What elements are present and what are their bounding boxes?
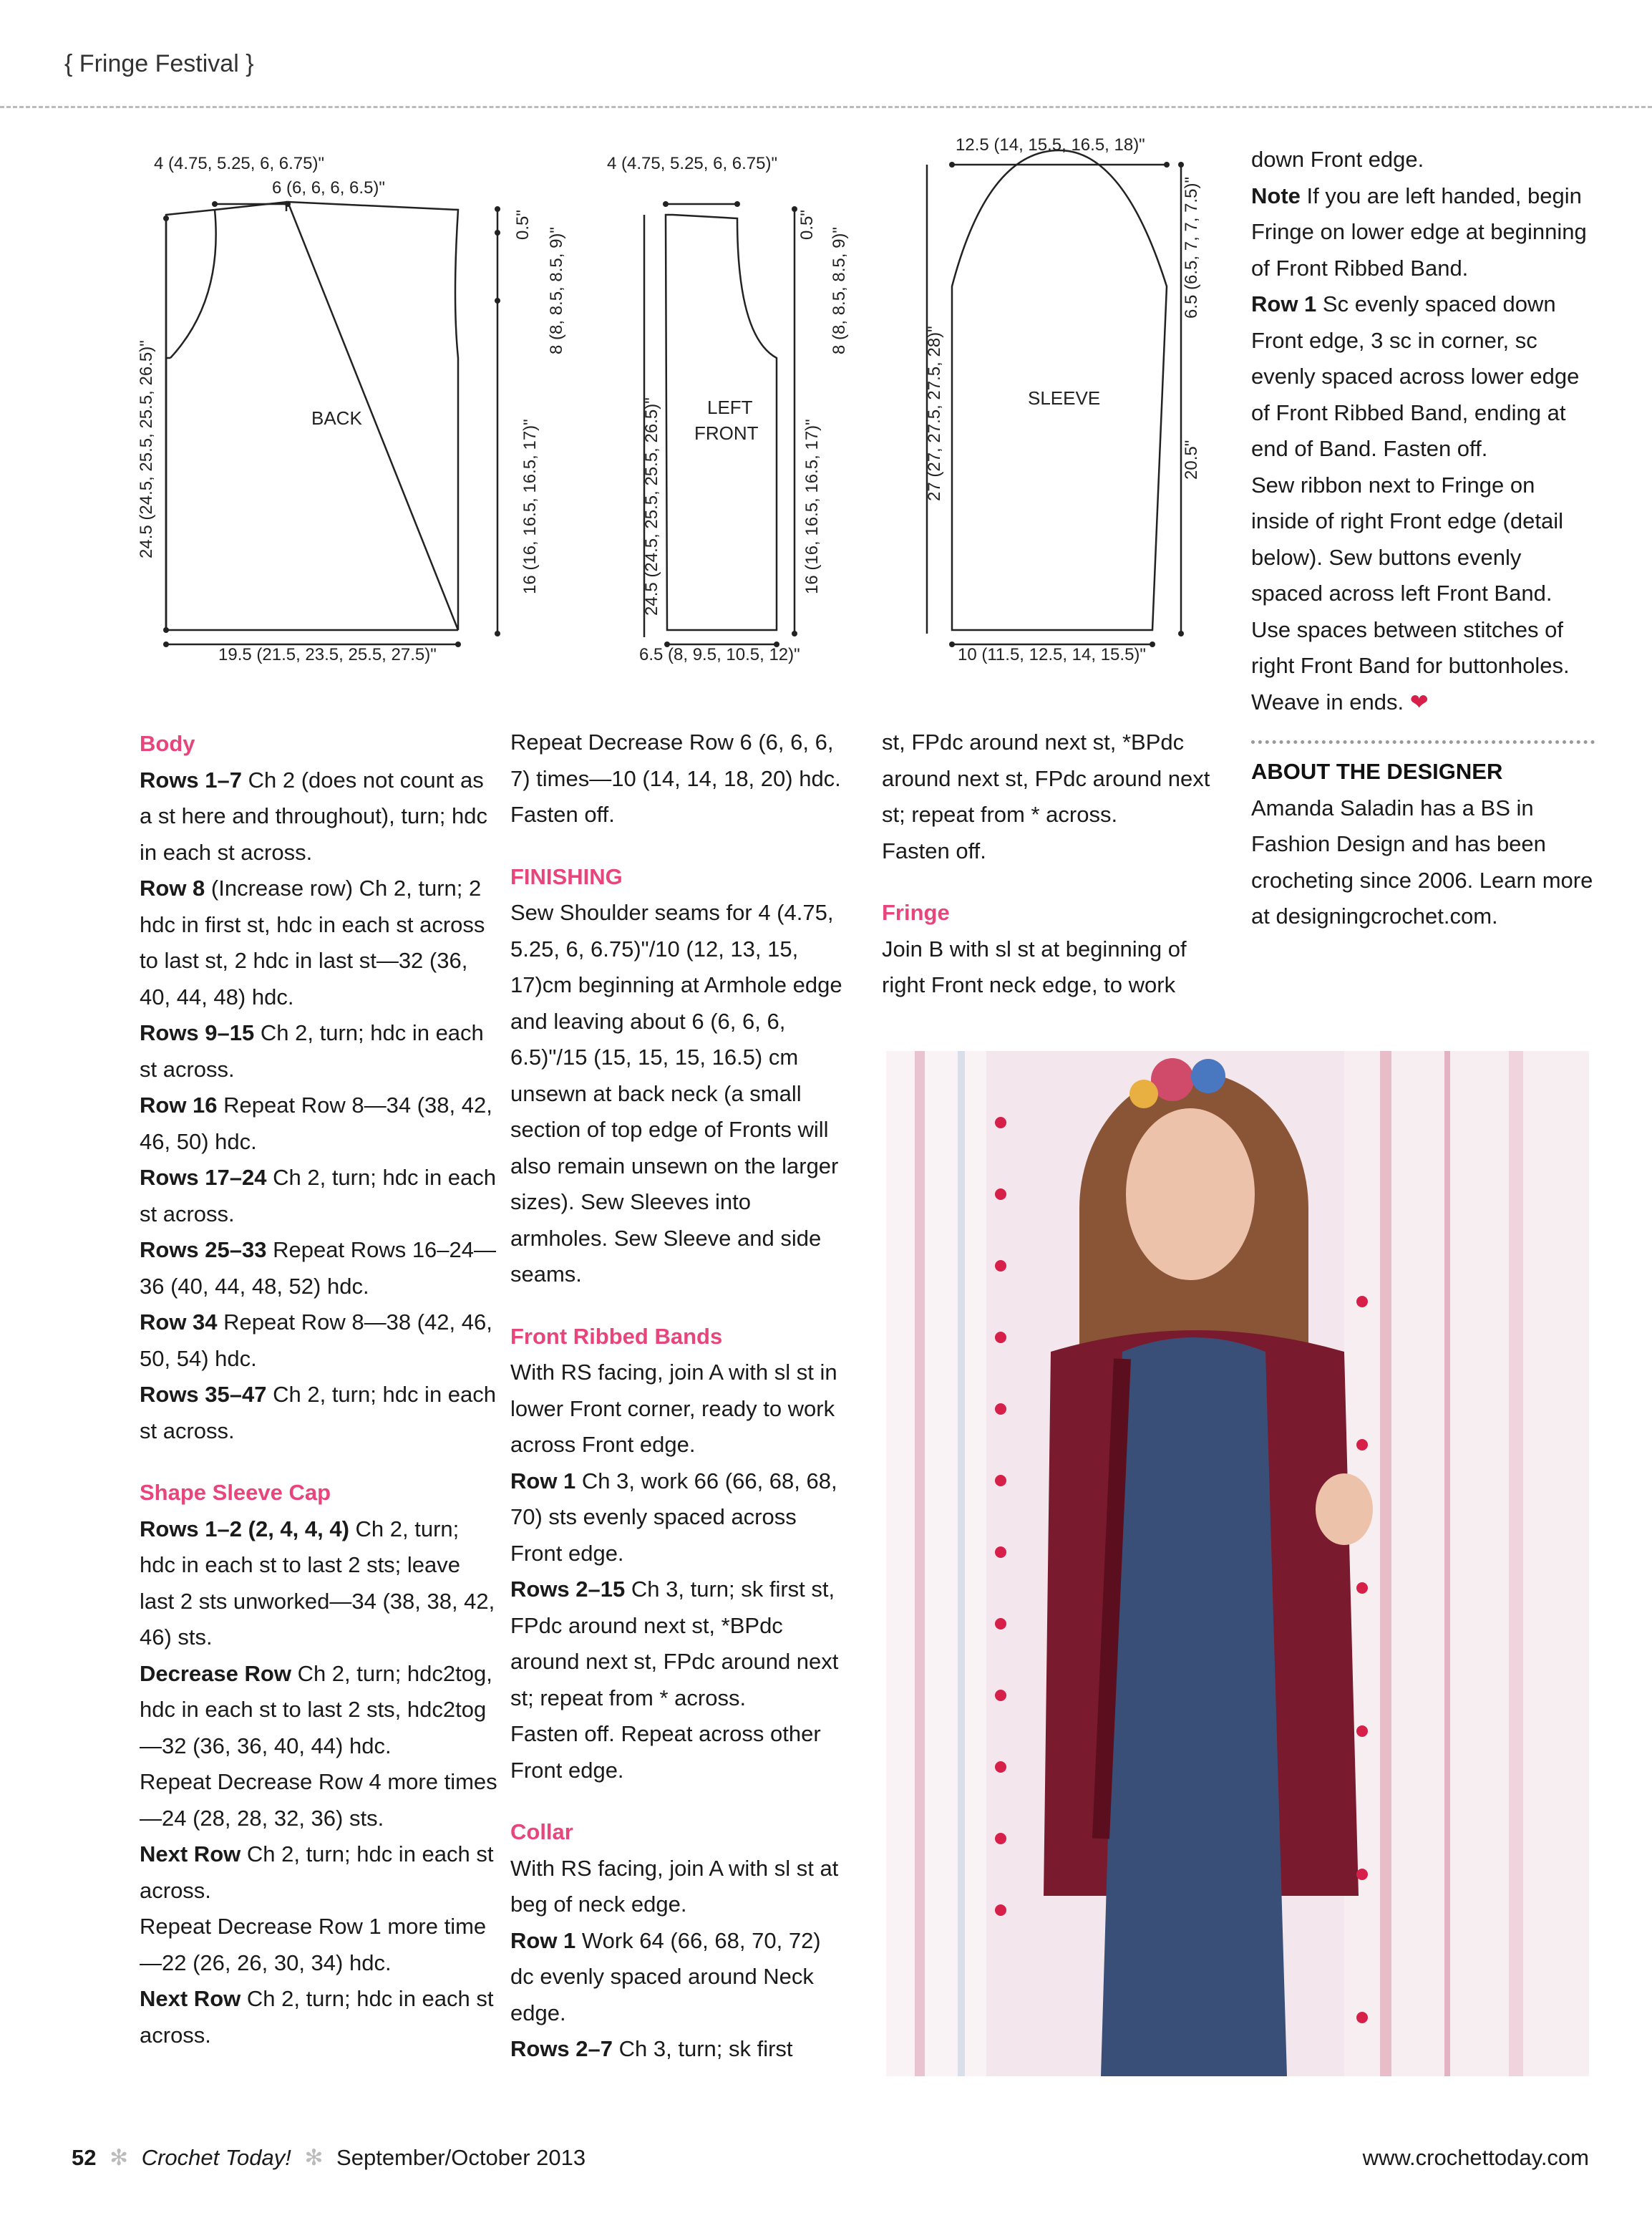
row-label: Row 16 bbox=[140, 1093, 218, 1118]
instruction-text: st, FPdc around next st, *BPdc around next st, FPdc around next st; repeat from * across. bbox=[882, 730, 1210, 827]
sleeve-bottom: 10 (11.5, 12.5, 14, 15.5)" bbox=[958, 645, 1146, 664]
row-label: Row 8 bbox=[140, 876, 205, 901]
issue-date: September/October 2013 bbox=[336, 2145, 586, 2170]
column-4 bbox=[1251, 142, 1595, 935]
back-outline-left bbox=[166, 358, 458, 630]
instruction-paragraph bbox=[510, 797, 847, 833]
instruction-text: Work 64 (66, 68, 70, 72) dc evenly spaced around Neck edge. bbox=[510, 1927, 821, 2025]
instruction-paragraph bbox=[510, 2031, 847, 2068]
row-label: Row 34 bbox=[140, 1309, 218, 1335]
instruction-text: Ch 2, turn; hdc in each st across. bbox=[140, 1020, 484, 1082]
instruction-paragraph bbox=[140, 1511, 497, 1656]
row-label: Rows 35–47 bbox=[140, 1382, 267, 1407]
row-label: Rows 1–7 bbox=[140, 767, 243, 793]
front-length: 24.5 (24.5, 25.5, 25.5, 26.5)" bbox=[642, 397, 661, 616]
instruction-paragraph bbox=[510, 1355, 847, 1463]
sleeve-length: 27 (27, 27.5, 27.5, 28)" bbox=[925, 326, 944, 501]
designer-bio: Amanda Saladin has a BS in Fashion Design and has been crocheting since 2006. Learn more at designingcrochet.com. bbox=[1251, 795, 1593, 929]
front-side: 16 (16, 16.5, 16.5, 17)" bbox=[802, 419, 822, 594]
back-label: BACK bbox=[311, 407, 362, 429]
designer-heading: ABOUT THE DESIGNER bbox=[1251, 759, 1503, 784]
instruction-paragraph bbox=[1251, 142, 1595, 178]
row-label: Row 1 bbox=[510, 1927, 576, 1953]
instruction-text: (Increase row) Ch 2, turn; 2 hdc in first st, hdc in each st across to last st, 2 hdc in last st—32 (36, 40, 44, 48) hdc. bbox=[140, 876, 485, 1009]
instruction-paragraph bbox=[1251, 286, 1595, 468]
instruction-text: Repeat Decrease Row 4 more times—24 (28, 28, 32, 36) sts. bbox=[140, 1769, 497, 1831]
section-heading: Front Ribbed Bands bbox=[510, 1323, 723, 1349]
instruction-paragraph bbox=[140, 1015, 497, 1088]
row-label: Decrease Row bbox=[140, 1660, 291, 1686]
front-shoulder-drop: 0.5" bbox=[797, 210, 817, 240]
column-3 bbox=[882, 725, 1218, 1004]
instruction-text: Ch 2, turn; hdc in each st across. bbox=[140, 1382, 497, 1443]
row-label: Rows 2–15 bbox=[510, 1577, 626, 1602]
section-heading: Fringe bbox=[882, 900, 950, 925]
instruction-paragraph bbox=[140, 762, 497, 871]
instruction-text: Sew ribbon next to Fringe on inside of right Front edge (detail below). Sew buttons evenly spaced across left Front Band. Use spaces between stitches of right Front Band for buttonholes. Weave in ends. bbox=[1251, 472, 1570, 715]
instruction-paragraph bbox=[140, 1981, 497, 2053]
instruction-text: Ch 3, turn; sk first st, FPdc around next st, *BPdc around next st, FPdc around next st; repeat from * across. bbox=[510, 1577, 839, 1710]
row-label: Next Row bbox=[140, 1986, 241, 2011]
row-label: Row 1 bbox=[510, 1468, 576, 1493]
flower-icon: ✻ bbox=[304, 2145, 324, 2170]
instruction-paragraph bbox=[140, 1656, 497, 1765]
instruction-paragraph bbox=[140, 1304, 497, 1377]
instruction-paragraph bbox=[1251, 468, 1595, 721]
front-top-width: 4 (4.75, 5.25, 6, 6.75)" bbox=[607, 154, 778, 173]
instruction-paragraph bbox=[510, 725, 847, 797]
front-armhole: 8 (8, 8.5, 8.5, 9)" bbox=[830, 227, 849, 354]
instruction-text: Ch 2 (does not count as a st here and throughout), turn; hdc in each st across. bbox=[140, 767, 487, 865]
instruction-text: Ch 2, turn; hdc2tog, hdc in each st to last 2 sts, hdc2tog—32 (36, 36, 40, 44) hdc. bbox=[140, 1660, 492, 1758]
row-label: Rows 25–33 bbox=[140, 1237, 267, 1262]
instruction-text: Fasten off. Repeat across other Front edge. bbox=[510, 1721, 821, 1783]
back-armhole: 8 (8, 8.5, 8.5, 9)" bbox=[547, 227, 566, 354]
back-length: 24.5 (24.5, 25.5, 25.5, 26.5)" bbox=[137, 340, 156, 558]
instruction-text: Repeat Row 8—38 (42, 46, 50, 54) hdc. bbox=[140, 1309, 492, 1371]
instruction-text: Ch 3, turn; sk first bbox=[613, 2036, 793, 2061]
instruction-paragraph bbox=[510, 1851, 847, 1923]
flower-icon: ✻ bbox=[110, 2145, 129, 2170]
instruction-text: Repeat Rows 16–24—36 (40, 44, 48, 52) hdc. bbox=[140, 1237, 497, 1299]
instruction-text: down Front edge. bbox=[1251, 147, 1424, 172]
column-2 bbox=[510, 725, 847, 2068]
heart-icon: ❤ bbox=[1409, 689, 1429, 715]
sleeve-cap: 6.5 (6.5, 7, 7, 7.5)" bbox=[1182, 177, 1201, 319]
back-side: 16 (16, 16.5, 16.5, 17)" bbox=[520, 419, 540, 594]
instruction-text: Ch 2, turn; hdc in each st to last 2 sts; leave last 2 sts unworked—34 (38, 38, 42, 46) sts. bbox=[140, 1516, 495, 1650]
instruction-text: Sew Shoulder seams for 4 (4.75, 5.25, 6, 6.75)"/10 (12, 13, 15, 17)cm beginning at Armhole edge and leaving about 6 (6, 6, 6, 6.5)"/15 (15, 15, 15, 16.5) cm unsewn at back neck (a small section of top edge of Fronts will also remain unsewn on the larger sizes). Sew Sleeves into armholes. Sew Sleeve and side seams. bbox=[510, 900, 842, 1287]
back-top-width: 4 (4.75, 5.25, 6, 6.75)" bbox=[154, 154, 325, 173]
instruction-text: Sc evenly spaced down Front edge, 3 sc in corner, sc evenly spaced across lower edge of Front Ribbed Band, ending at end of Band. Fasten off. bbox=[1251, 291, 1580, 461]
instruction-text: Fasten off. bbox=[510, 802, 615, 827]
instruction-paragraph bbox=[510, 1572, 847, 1716]
back-bottom: 19.5 (21.5, 23.5, 25.5, 27.5)" bbox=[218, 645, 437, 664]
photo-illustration bbox=[886, 1051, 1589, 2076]
back-neck-width: 6 (6, 6, 6, 6.5)" bbox=[272, 178, 385, 198]
instruction-paragraph bbox=[140, 1764, 497, 1836]
row-label: Rows 17–24 bbox=[140, 1165, 267, 1190]
instruction-text: Ch 2, turn; hdc in each st across. bbox=[140, 1841, 494, 1903]
instruction-paragraph bbox=[140, 871, 497, 1015]
instruction-text: With RS facing, join A with sl st at beg of neck edge. bbox=[510, 1855, 839, 1917]
instruction-paragraph bbox=[510, 1716, 847, 1788]
instruction-paragraph bbox=[140, 1088, 497, 1160]
instruction-text: Repeat Decrease Row 6 (6, 6, 6, 7) times—10 (14, 14, 18, 20) hdc. bbox=[510, 730, 841, 791]
instruction-paragraph bbox=[140, 1836, 497, 1909]
instruction-text: Ch 2, turn; hdc in each st across. bbox=[140, 1165, 497, 1226]
magazine-name: Crochet Today! bbox=[141, 2145, 291, 2170]
sleeve-underarm: 20.5" bbox=[1182, 440, 1201, 480]
dotted-divider bbox=[1251, 740, 1595, 744]
instruction-paragraph bbox=[140, 1377, 497, 1449]
instruction-text: Repeat Decrease Row 1 more time—22 (26, 26, 30, 34) hdc. bbox=[140, 1914, 487, 1975]
instruction-paragraph bbox=[882, 833, 1218, 870]
header-divider bbox=[0, 106, 1652, 108]
instruction-paragraph bbox=[510, 895, 847, 1293]
sleeve-label: SLEEVE bbox=[1028, 387, 1101, 409]
instruction-text: Fasten off. bbox=[882, 838, 986, 863]
row-label: Rows 1–2 (2, 4, 4, 4) bbox=[140, 1516, 349, 1541]
instruction-paragraph bbox=[510, 1463, 847, 1572]
instruction-paragraph bbox=[1251, 178, 1595, 287]
instruction-text: With RS facing, join A with sl st in lower Front corner, ready to work across Front edge. bbox=[510, 1360, 837, 1457]
instruction-text: Join B with sl st at beginning of right Front neck edge, to work bbox=[882, 936, 1187, 997]
section-heading: FINISHING bbox=[510, 863, 623, 889]
section-heading: Collar bbox=[510, 1819, 573, 1844]
model-photo bbox=[886, 1051, 1589, 2076]
back-shoulder-drop: 0.5" bbox=[513, 210, 533, 240]
row-label: Note bbox=[1251, 183, 1301, 208]
page-number: 52 bbox=[72, 2145, 97, 2170]
front-label-line2: FRONT bbox=[694, 422, 759, 444]
footer-left bbox=[72, 2145, 586, 2171]
instruction-paragraph bbox=[510, 1923, 847, 2032]
front-label-line1: LEFT bbox=[707, 397, 753, 418]
instruction-text: If you are left handed, begin Fringe on lower edge at beginning of Front Ribbed Band. bbox=[1251, 183, 1587, 281]
instruction-paragraph bbox=[140, 1160, 497, 1232]
instruction-text: Ch 3, work 66 (66, 68, 68, 70) sts evenly spaced across Front edge. bbox=[510, 1468, 837, 1566]
row-label: Next Row bbox=[140, 1841, 241, 1866]
row-label: Row 1 bbox=[1251, 291, 1317, 316]
column-1 bbox=[140, 726, 497, 2053]
instruction-paragraph bbox=[140, 1909, 497, 1981]
instruction-paragraph bbox=[140, 1232, 497, 1304]
instruction-paragraph bbox=[882, 931, 1218, 1004]
front-bottom: 6.5 (8, 9.5, 10.5, 12)" bbox=[639, 645, 800, 664]
instruction-text: Ch 2, turn; hdc in each st across. bbox=[140, 1986, 494, 2048]
instruction-paragraph bbox=[882, 725, 1218, 833]
footer-url: www.crochettoday.com bbox=[1362, 2145, 1589, 2170]
section-heading: Body bbox=[140, 731, 195, 756]
section-heading: Shape Sleeve Cap bbox=[140, 1480, 331, 1505]
sleeve-top: 12.5 (14, 15.5, 16.5, 18)" bbox=[956, 135, 1145, 155]
row-label: Rows 2–7 bbox=[510, 2036, 613, 2061]
instruction-text: Repeat Row 8—34 (38, 42, 46, 50) hdc. bbox=[140, 1093, 492, 1154]
section-title: { Fringe Festival } bbox=[64, 50, 254, 77]
row-label: Rows 9–15 bbox=[140, 1020, 255, 1045]
